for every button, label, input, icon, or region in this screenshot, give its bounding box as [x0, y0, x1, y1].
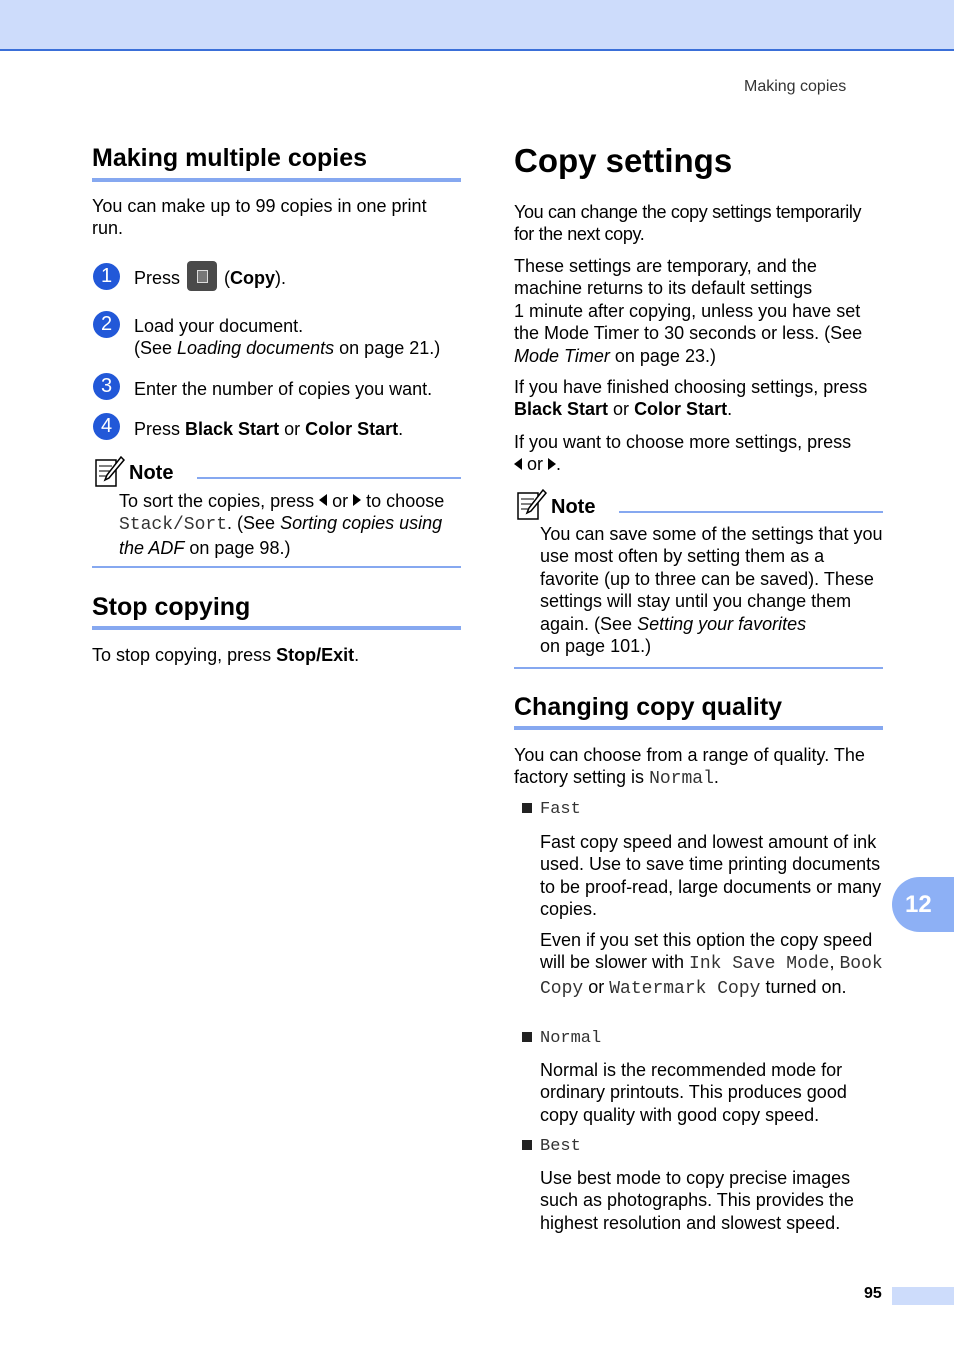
fast-extra-note: Even if you set this option the copy speed will be slower with Ink Save Mode, Book Copy or Watermark Copy turned on. [540, 930, 883, 999]
note-favorites-text: You can save some of the settings that you use most often by setting them as a favorite (up to three can be saved). These settings will stay until you change them again. (See Setting your favorites on page 101.) [540, 524, 883, 657]
top-header-band [0, 0, 954, 51]
heading-making-multiple-copies: Making multiple copies [92, 144, 368, 172]
page-number-bar [892, 1287, 954, 1305]
note-bottom-rule [92, 566, 461, 568]
note-label: Note [551, 496, 596, 518]
left-arrow-icon [319, 494, 327, 506]
step-number-1: 1 [93, 263, 120, 290]
bullet-square [522, 1140, 532, 1150]
step-1-text: Press (Copy). [134, 263, 464, 294]
copy-button-icon [187, 261, 217, 291]
page-number: 95 [864, 1285, 882, 1302]
heading-stop-copying: Stop copying [92, 593, 251, 621]
step-2-text: Load your document. (See Loading documents on page 21.) [134, 316, 441, 359]
stop-copying-text: To stop copying, press Stop/Exit. [92, 645, 360, 665]
left-arrow-icon [514, 458, 522, 470]
step-4-text: Press Black Start or Color Start. [134, 419, 404, 439]
note-top-rule [619, 511, 883, 513]
running-header: Making copies [744, 78, 847, 95]
fast-description: Fast copy speed and lowest amount of ink used. Use to save time printing documents to be proof-read, large documents or many copies. [540, 832, 882, 920]
chapter-tab: 12 [892, 877, 954, 932]
copy-settings-p3: If you have finished choosing settings, press Black Start or Color Start. [514, 377, 868, 420]
bullet-square [522, 1032, 532, 1042]
note-bottom-rule [514, 667, 883, 669]
note-pencil-icon [517, 489, 547, 521]
note-pencil-icon [95, 456, 125, 488]
note-label: Note [129, 462, 174, 484]
best-description: Use best mode to copy precise images such as photographs. This provides the highest resolution and slowest speed. [540, 1168, 854, 1233]
step-number-2: 2 [93, 311, 120, 338]
step-number-4: 4 [93, 413, 120, 440]
bullet-square [522, 803, 532, 813]
right-arrow-icon [353, 494, 361, 506]
quality-option-normal: Normal [540, 1029, 602, 1048]
heading-copy-settings: Copy settings [514, 142, 733, 179]
multiple-copies-intro: You can make up to 99 copies in one print run. [92, 196, 427, 239]
quality-option-best: Best [540, 1137, 581, 1156]
right-arrow-icon [548, 458, 556, 470]
copy-quality-intro: You can choose from a range of quality. The factory setting is Normal. [514, 745, 865, 790]
normal-description: Normal is the recommended mode for ordinary printouts. This produces good copy quality with good copy speed. [540, 1060, 847, 1125]
heading-rule [514, 726, 883, 730]
copy-settings-p1: You can change the copy settings temporarily for the next copy. [514, 202, 862, 245]
quality-option-fast: Fast [540, 800, 581, 819]
step-3-text: Enter the number of copies you want. [134, 379, 433, 399]
heading-changing-copy-quality: Changing copy quality [514, 693, 783, 721]
note-top-rule [197, 477, 461, 479]
copy-settings-p4: If you want to choose more settings, press or . [514, 432, 852, 475]
note-sort-text: To sort the copies, press or to choose Stack/Sort. (See Sorting copies using the ADF on page 98.) [119, 491, 445, 558]
step-number-3: 3 [93, 373, 120, 400]
heading-rule [92, 178, 461, 182]
heading-rule [92, 626, 461, 630]
copy-settings-p2: These settings are temporary, and the machine returns to its default settings 1 minute after copying, unless you have set the Mode Timer to 30 seconds or less. (See Mode Timer on page 23.) [514, 256, 863, 366]
